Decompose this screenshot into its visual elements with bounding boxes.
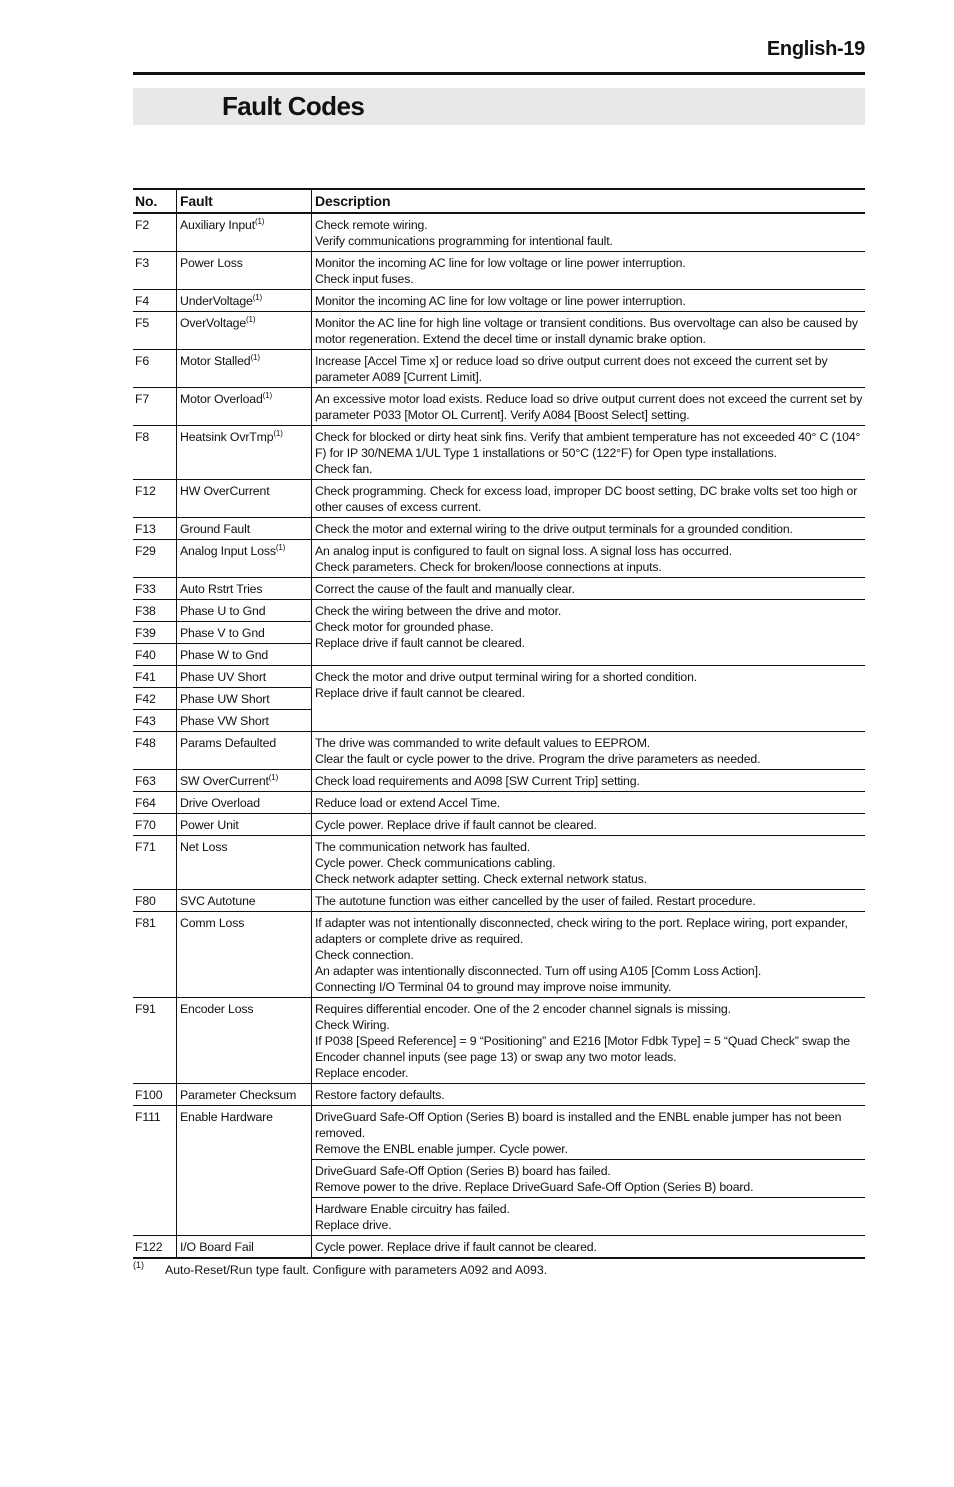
fault-name-text: Net Loss xyxy=(180,840,228,854)
fault-name-text: Parameter Checksum xyxy=(180,1088,297,1102)
fault-description xyxy=(312,1106,866,1160)
description-line: Hardware Enable circuitry has failed. xyxy=(315,1202,510,1216)
fault-description xyxy=(312,312,866,350)
description-line: The autotune function was either cancelled by the user of failed. Restart procedure. xyxy=(315,894,756,908)
description-line: Check parameters. Check for broken/loose connections at inputs. xyxy=(315,560,662,574)
fault-description xyxy=(312,426,866,480)
fault-name xyxy=(177,312,312,350)
fault-description xyxy=(312,912,866,998)
fault-description xyxy=(312,388,866,426)
fault-name-text: Ground Fault xyxy=(180,522,250,536)
description-line: Correct the cause of the fault and manually clear. xyxy=(315,582,575,596)
table-row xyxy=(133,732,865,770)
fault-name-text: Heatsink OvrTmp xyxy=(180,430,274,444)
fault-name xyxy=(177,622,312,644)
fault-name xyxy=(177,998,312,1084)
table-row xyxy=(133,1106,865,1160)
fault-description xyxy=(312,578,866,600)
fault-description xyxy=(312,732,866,770)
fault-name xyxy=(177,426,312,480)
fault-description xyxy=(312,1084,866,1106)
description-line: Remove the ENBL enable jumper. Cycle power. xyxy=(315,1142,568,1156)
fault-description xyxy=(312,600,866,666)
fault-number: F5 xyxy=(133,312,177,350)
table-row xyxy=(133,998,865,1084)
fault-name xyxy=(177,710,312,732)
fault-number: F100 xyxy=(133,1084,177,1106)
description-line: Reduce load or extend Accel Time. xyxy=(315,796,501,810)
description-line: Remove power to the drive. Replace DriveGuard Safe-Off Option (Series B) board. xyxy=(315,1180,754,1194)
fault-name-text: Phase UV Short xyxy=(180,670,267,684)
description-line: The communication network has faulted. xyxy=(315,840,531,854)
footnote-reference: (1) xyxy=(250,353,260,362)
table-row xyxy=(133,666,865,688)
page-title: Fault Codes xyxy=(222,91,365,121)
fault-name-text: Power Unit xyxy=(180,818,239,832)
fault-name-text: Params Defaulted xyxy=(180,736,277,750)
fault-description xyxy=(312,770,866,792)
fault-name xyxy=(177,388,312,426)
description-line: Check for blocked or dirty heat sink fins. Verify that ambient temperature has not exceeded 40° C (104° F) for IP 30/NEMA 1/UL Type 1 installations or 50°C (122°F) for Open type installations. xyxy=(315,430,861,460)
table-row xyxy=(133,814,865,836)
footnote-mark: (1) xyxy=(133,1260,144,1270)
fault-name xyxy=(177,600,312,622)
fault-description xyxy=(312,1236,866,1259)
fault-name xyxy=(177,836,312,890)
description-line: Check load requirements and A098 [SW Current Trip] setting. xyxy=(315,774,640,788)
fault-name xyxy=(177,770,312,792)
fault-name xyxy=(177,213,312,252)
fault-description xyxy=(312,1198,866,1236)
fault-number: F6 xyxy=(133,350,177,388)
fault-name-text: Power Loss xyxy=(180,256,243,270)
fault-name xyxy=(177,688,312,710)
fault-number: F39 xyxy=(133,622,177,644)
description-line: Check input fuses. xyxy=(315,272,414,286)
fault-number: F64 xyxy=(133,792,177,814)
table-row xyxy=(133,600,865,622)
fault-description xyxy=(312,814,866,836)
table-row xyxy=(133,350,865,388)
fault-number: F33 xyxy=(133,578,177,600)
description-line: The drive was commanded to write default values to EEPROM. xyxy=(315,736,651,750)
fault-name xyxy=(177,732,312,770)
footnote-reference: (1) xyxy=(275,543,286,552)
fault-number: F122 xyxy=(133,1236,177,1259)
description-line: DriveGuard Safe-Off Option (Series B) board is installed and the ENBL enable jumper has not been removed. xyxy=(315,1110,842,1140)
fault-name-text: UnderVoltage xyxy=(180,294,253,308)
fault-number: F111 xyxy=(133,1106,177,1236)
page-number: English-19 xyxy=(766,38,865,60)
title-band xyxy=(133,88,865,125)
description-line: Monitor the incoming AC line for low voltage or line power interruption. xyxy=(315,294,686,308)
footnote-reference: (1) xyxy=(262,391,272,400)
table-header-row xyxy=(133,189,865,213)
table-row xyxy=(133,480,865,518)
footnote-reference: (1) xyxy=(268,773,279,782)
table-row xyxy=(133,252,865,290)
header-rule xyxy=(133,72,865,75)
description-line: Check Wiring. xyxy=(315,1018,390,1032)
fault-description xyxy=(312,998,866,1084)
fault-description xyxy=(312,540,866,578)
fault-description xyxy=(312,252,866,290)
fault-number: F38 xyxy=(133,600,177,622)
column-header-fault: Fault xyxy=(177,189,312,213)
fault-name-text: I/O Board Fail xyxy=(180,1240,254,1254)
description-line: Connecting I/O Terminal 04 to ground may improve noise immunity. xyxy=(315,980,672,994)
description-line: Verify communications programming for intentional fault. xyxy=(315,234,613,248)
fault-description xyxy=(312,666,866,732)
fault-number: F4 xyxy=(133,290,177,312)
footnote-reference: (1) xyxy=(254,217,265,226)
description-line: Check fan. xyxy=(315,462,373,476)
fault-name xyxy=(177,644,312,666)
fault-number: F91 xyxy=(133,998,177,1084)
fault-name xyxy=(177,1084,312,1106)
description-line: Cycle power. Replace drive if fault cannot be cleared. xyxy=(315,1240,597,1254)
footnote-reference: (1) xyxy=(273,429,283,438)
fault-name-text: Enable Hardware xyxy=(180,1110,273,1124)
table-row xyxy=(133,890,865,912)
fault-description xyxy=(312,213,866,252)
description-line: An excessive motor load exists. Reduce load so drive output current does not exceed the current set by parameter P033 [Motor OL Current]. Verify A084 [Boost Select] setting. xyxy=(315,392,863,422)
fault-name-text: Phase VW Short xyxy=(180,714,269,728)
fault-name xyxy=(177,290,312,312)
fault-name-text: Motor Overload xyxy=(180,392,263,406)
fault-description xyxy=(312,1160,866,1198)
fault-name-text: Motor Stalled xyxy=(180,354,251,368)
fault-name xyxy=(177,1236,312,1259)
fault-name-text: Auto Rstrt Tries xyxy=(180,582,263,596)
table-row xyxy=(133,578,865,600)
fault-name xyxy=(177,792,312,814)
fault-name xyxy=(177,890,312,912)
fault-name-text: Auxiliary Input xyxy=(180,218,255,232)
description-line: Restore factory defaults. xyxy=(315,1088,445,1102)
fault-name-text: OverVoltage xyxy=(180,316,247,330)
fault-name-text: HW OverCurrent xyxy=(180,484,270,498)
column-header-no: No. xyxy=(133,189,177,213)
fault-name-text: Phase V to Gnd xyxy=(180,626,265,640)
table-row xyxy=(133,388,865,426)
fault-codes-table xyxy=(133,188,865,1259)
table-row xyxy=(133,426,865,480)
fault-description xyxy=(312,480,866,518)
fault-description xyxy=(312,890,866,912)
fault-number: F13 xyxy=(133,518,177,540)
fault-number: F8 xyxy=(133,426,177,480)
description-line: Replace drive. xyxy=(315,1218,392,1232)
fault-number: F3 xyxy=(133,252,177,290)
description-line: If P038 [Speed Reference] = 9 “Positioning” and E216 [Motor Fdbk Type] = 5 “Quad Check” swap the Encoder channel inputs (see page 13) or swap any two motor leads. xyxy=(315,1034,850,1064)
fault-name xyxy=(177,480,312,518)
description-line: Replace drive if fault cannot be cleared. xyxy=(315,686,525,700)
fault-name xyxy=(177,1106,312,1236)
table-row xyxy=(133,770,865,792)
table-row xyxy=(133,792,865,814)
fault-number: F2 xyxy=(133,213,177,252)
description-line: Requires differential encoder. One of the 2 encoder channel signals is missing. xyxy=(315,1002,731,1016)
description-line: Check remote wiring. xyxy=(315,218,428,232)
description-line: Check the wiring between the drive and motor. xyxy=(315,604,562,618)
fault-description xyxy=(312,792,866,814)
footnote-reference: (1) xyxy=(252,293,263,302)
description-line: Replace encoder. xyxy=(315,1066,409,1080)
description-line: Check the motor and external wiring to the drive output terminals for a grounded condition. xyxy=(315,522,793,536)
fault-number: F29 xyxy=(133,540,177,578)
fault-number: F40 xyxy=(133,644,177,666)
fault-name-text: SVC Autotune xyxy=(180,894,256,908)
fault-number: F48 xyxy=(133,732,177,770)
description-line: Check programming. Check for excess load, improper DC boost setting, DC brake volts set too high or other causes of excess current. xyxy=(315,484,858,514)
fault-name xyxy=(177,252,312,290)
fault-name-text: Phase UW Short xyxy=(180,692,270,706)
fault-number: F63 xyxy=(133,770,177,792)
description-line: If adapter was not intentionally disconnected, check wiring to the port. Replace wiring, port expander, adapters or complete drive as required. xyxy=(315,916,848,946)
description-line: Cycle power. Replace drive if fault cannot be cleared. xyxy=(315,818,597,832)
fault-number: F81 xyxy=(133,912,177,998)
fault-name-text: Drive Overload xyxy=(180,796,260,810)
fault-number: F7 xyxy=(133,388,177,426)
table-row xyxy=(133,540,865,578)
fault-name xyxy=(177,518,312,540)
fault-description xyxy=(312,518,866,540)
fault-name-text: Analog Input Loss xyxy=(180,544,276,558)
footnote-reference: (1) xyxy=(246,315,256,324)
column-header-description: Description xyxy=(312,189,866,213)
fault-description xyxy=(312,290,866,312)
fault-number: F41 xyxy=(133,666,177,688)
fault-number: F42 xyxy=(133,688,177,710)
table-row xyxy=(133,1084,865,1106)
table-row xyxy=(133,290,865,312)
description-line: Check connection. xyxy=(315,948,414,962)
fault-name xyxy=(177,578,312,600)
table-row xyxy=(133,213,865,252)
fault-name xyxy=(177,666,312,688)
description-line: An analog input is configured to fault on signal loss. A signal loss has occurred. xyxy=(315,544,732,558)
fault-number: F43 xyxy=(133,710,177,732)
fault-description xyxy=(312,350,866,388)
description-line: Clear the fault or cycle power to the drive. Program the drive parameters as needed. xyxy=(315,752,761,766)
fault-name-text: Comm Loss xyxy=(180,916,245,930)
fault-name-text: SW OverCurrent xyxy=(180,774,269,788)
table-row xyxy=(133,518,865,540)
fault-description xyxy=(312,836,866,890)
table-row xyxy=(133,1236,865,1259)
fault-name xyxy=(177,814,312,836)
fault-name xyxy=(177,350,312,388)
description-line: An adapter was intentionally disconnected. Turn off using A105 [Comm Loss Action]. xyxy=(315,964,762,978)
description-line: Monitor the AC line for high line voltage or transient conditions. Bus overvoltage can also be caused by motor regeneration. Extend the decel time or install dynamic brake option. xyxy=(315,316,858,346)
description-line: Monitor the incoming AC line for low voltage or line power interruption. xyxy=(315,256,686,270)
description-line: Cycle power. Check communications cabling. xyxy=(315,856,556,870)
fault-name xyxy=(177,540,312,578)
fault-name-text: Encoder Loss xyxy=(180,1002,254,1016)
fault-number: F80 xyxy=(133,890,177,912)
fault-table-body xyxy=(133,213,865,1258)
description-line: DriveGuard Safe-Off Option (Series B) board has failed. xyxy=(315,1164,611,1178)
table-row xyxy=(133,312,865,350)
fault-number: F70 xyxy=(133,814,177,836)
description-line: Increase [Accel Time x] or reduce load so drive output current does not exceed the current set by parameter A089 [Current Limit]. xyxy=(315,354,828,384)
table-row xyxy=(133,912,865,998)
fault-name xyxy=(177,912,312,998)
description-line: Check network adapter setting. Check external network status. xyxy=(315,872,647,886)
fault-name-text: Phase U to Gnd xyxy=(180,604,266,618)
footnote-text: Auto-Reset/Run type fault. Configure with parameters A092 and A093. xyxy=(165,1263,548,1277)
fault-name-text: Phase W to Gnd xyxy=(180,648,269,662)
fault-number: F71 xyxy=(133,836,177,890)
description-line: Check motor for grounded phase. xyxy=(315,620,494,634)
table-row xyxy=(133,836,865,890)
description-line: Check the motor and drive output terminal wiring for a shorted condition. xyxy=(315,670,698,684)
fault-number: F12 xyxy=(133,480,177,518)
description-line: Replace drive if fault cannot be cleared. xyxy=(315,636,525,650)
